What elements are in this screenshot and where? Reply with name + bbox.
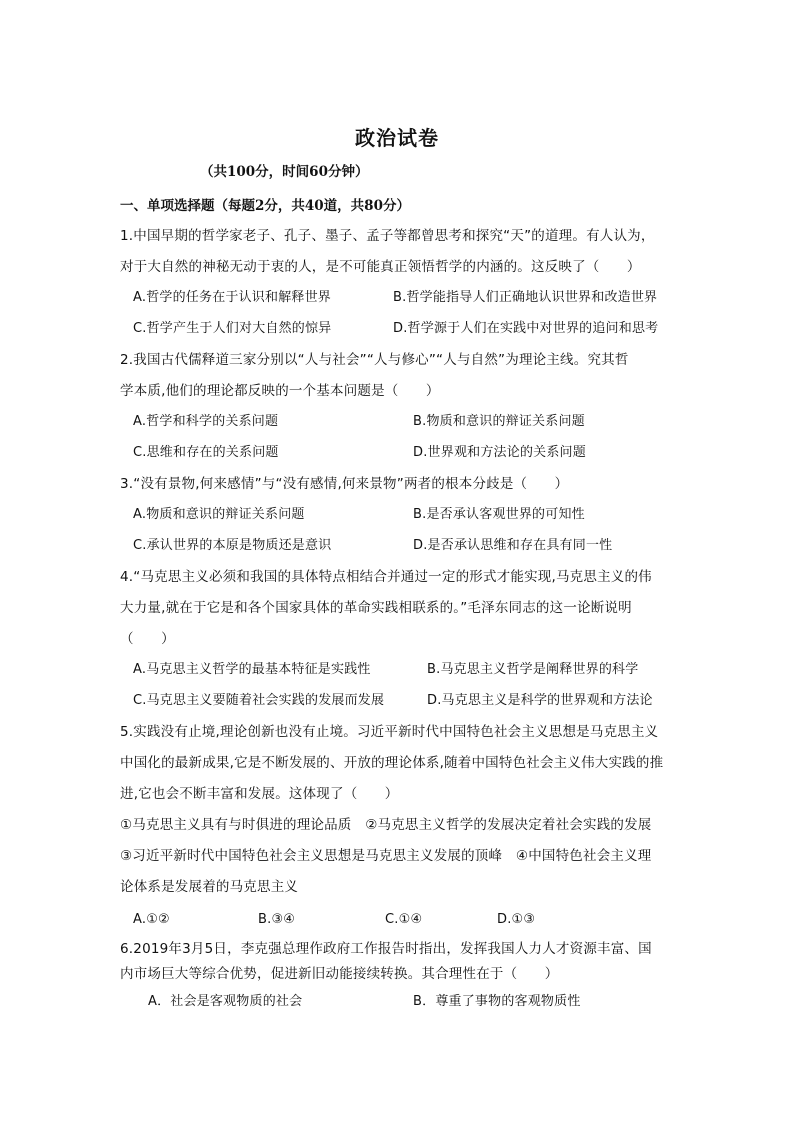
- q1-option-b: B.哲学能指导人们正确地认识世界和改造世界: [393, 290, 658, 305]
- q2-stem-line2: 学本质,他们的理论都反映的一个基本问题是（ ）: [120, 383, 440, 399]
- q6-stem-line1: 6.2019年3月5日，李克强总理作政府工作报告时指出，发挥我国人力人才资源丰富、国: [120, 941, 652, 957]
- q5-stem-line1: 5.实践没有止境,理论创新也没有止境。习近平新时代中国特色社会主义思想是马克思主义: [120, 724, 659, 740]
- q3-option-a: A.物质和意识的辩证关系问题: [133, 507, 305, 522]
- q5-stem-line2: 中国化的最新成果,它是不断发展的、开放的理论体系,随着中国特色社会主义伟大实践的推: [120, 755, 664, 771]
- q3-option-d: D.是否承认思维和存在具有同一性: [413, 538, 613, 553]
- q2-option-b: B.物质和意识的辩证关系问题: [413, 414, 585, 429]
- q5-option-b: B.③④: [258, 912, 296, 927]
- q5-statement-line1: ①马克思主义具有与时俱进的理论品质 ②马克思主义哲学的发展决定着社会实践的发展: [120, 817, 652, 833]
- q1-option-a: A.哲学的任务在于认识和解释世界: [133, 290, 331, 305]
- q5-option-d: D.①③: [497, 912, 536, 927]
- q2-option-d: D.世界观和方法论的关系问题: [413, 445, 586, 460]
- q4-option-d: D.马克思主义是科学的世界观和方法论: [427, 693, 653, 708]
- q5-stem-line3: 进,它也会不断丰富和发展。这体现了（ ）: [120, 786, 399, 802]
- q3-stem-line1: 3.“没有景物,何来感情”与“没有感情,何来景物”两者的根本分歧是（ ）: [120, 476, 569, 492]
- q5-statement-line3: 论体系是发展着的马克思主义: [120, 879, 299, 895]
- q3-option-c: C.承认世界的本原是物质还是意识: [133, 538, 332, 553]
- q4-option-a: A.马克思主义哲学的最基本特征是实践性: [133, 662, 371, 677]
- q1-option-c: C.哲学产生于人们对大自然的惊异: [133, 321, 332, 336]
- q1-stem-line1: 1.中国早期的哲学家老子、孔子、墨子、孟子等都曾思考和探究“天”的道理。有人认为，: [120, 228, 655, 244]
- q1-stem-line2: 对于大自然的神秘无动于衷的人，是不可能真正领悟哲学的内涵的。这反映了（ ）: [120, 259, 641, 275]
- q2-option-c: C.思维和存在的关系问题: [133, 445, 279, 460]
- q4-option-c: C.马克思主义要随着社会实践的发展而发展: [133, 693, 385, 708]
- q4-stem-line2: 大力量,就在于它是和各个国家具体的革命实践相联系的。”毛泽东同志的这一论断说明: [120, 600, 632, 616]
- exam-subtitle: （共100分，时间60分钟）: [200, 164, 369, 180]
- q1-option-d: D.哲学源于人们在实践中对世界的追问和思考: [393, 321, 659, 336]
- q2-stem-line1: 2.我国古代儒释道三家分别以“人与社会”“人与修心”“人与自然”为理论主线。究其哲: [120, 352, 629, 368]
- q6-stem-line2: 内市场巨大等综合优势，促进新旧动能接续转换。其合理性在于（ ）: [120, 966, 559, 982]
- q4-stem-line3: （ ）: [120, 631, 175, 647]
- q5-option-a: A.①②: [133, 912, 170, 927]
- q5-statement-line2: ③习近平新时代中国特色社会主义思想是马克思主义发展的顶峰 ④中国特色社会主义理: [120, 848, 652, 864]
- q6-option-a: A．社会是客观物质的社会: [148, 994, 303, 1009]
- q4-stem-line1: 4.“马克思主义必须和我国的具体特点相结合并通过一定的形式才能实现,马克思主义的伟: [120, 569, 652, 585]
- q4-option-b: B.马克思主义哲学是阐释世界的科学: [427, 662, 639, 677]
- q2-option-a: A.哲学和科学的关系问题: [133, 414, 279, 429]
- page-title: 政治试卷: [355, 126, 439, 150]
- q3-option-b: B.是否承认客观世界的可知性: [413, 507, 585, 522]
- section-heading: 一、单项选择题（每题2分，共40道，共80分）: [120, 198, 410, 214]
- q6-option-b: B．尊重了事物的客观物质性: [413, 994, 581, 1009]
- q5-option-c: C.①④: [385, 912, 423, 927]
